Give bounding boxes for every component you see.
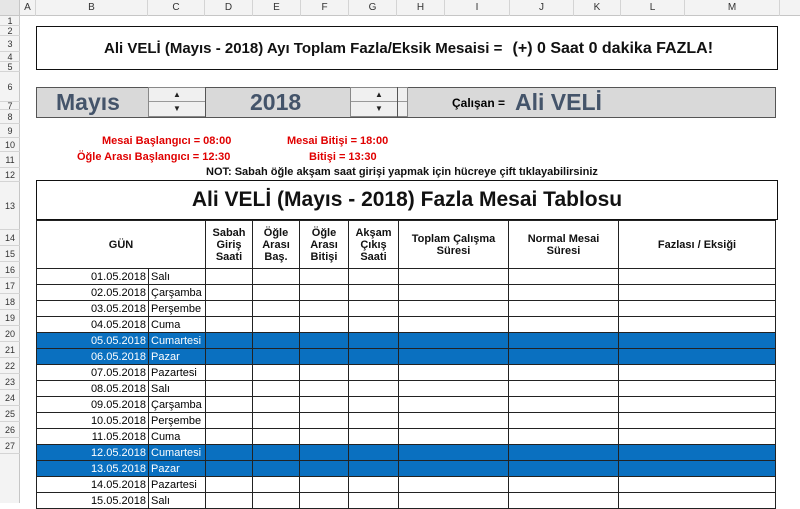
time-entry-cell[interactable] [253, 493, 300, 509]
row-header-17[interactable]: 17 [0, 278, 20, 294]
header-line: Arası [310, 238, 338, 251]
time-entry-cell[interactable] [206, 413, 253, 429]
header-line: Süresi [436, 244, 471, 257]
header-normal [509, 221, 619, 269]
time-entry-cell[interactable] [509, 301, 619, 317]
table-row [37, 493, 776, 509]
weekday-cell[interactable]: Cumartesi [149, 333, 206, 349]
time-entry-cell[interactable] [253, 301, 300, 317]
time-entry-cell[interactable] [253, 333, 300, 349]
row-header-2[interactable]: 2 [0, 26, 20, 36]
month-value[interactable]: Mayıs [56, 89, 120, 115]
time-entry-cell[interactable] [619, 397, 776, 413]
column-header-A[interactable]: A [20, 0, 36, 16]
header-line: Saati [360, 250, 387, 263]
time-entry-cell[interactable] [509, 381, 619, 397]
divider [205, 87, 206, 118]
row-header-4[interactable]: 4 [0, 52, 20, 62]
time-entry-cell[interactable] [399, 413, 509, 429]
row-header-25[interactable]: 25 [0, 406, 20, 422]
table-row [37, 429, 776, 445]
time-entry-cell[interactable] [253, 269, 300, 285]
header-line: Toplam Çalışma [411, 232, 496, 245]
column-header-K[interactable]: K [574, 0, 621, 16]
table-row [37, 269, 776, 285]
time-entry-cell[interactable] [349, 333, 399, 349]
column-header-M[interactable]: M [685, 0, 780, 16]
select-all-corner[interactable] [0, 0, 20, 16]
time-entry-cell[interactable] [619, 477, 776, 493]
table-row [37, 285, 776, 301]
year-value[interactable]: 2018 [250, 89, 302, 115]
table-row [37, 477, 776, 493]
header-line: Arası [262, 238, 290, 251]
time-entry-cell[interactable] [300, 445, 349, 461]
column-header-G[interactable]: G [349, 0, 397, 16]
time-entry-cell[interactable] [253, 317, 300, 333]
date-cell[interactable]: 15.05.2018 [37, 493, 149, 509]
time-entry-cell[interactable] [509, 365, 619, 381]
month-down-icon[interactable]: ▼ [173, 104, 181, 113]
employee-name[interactable]: Ali VELİ [515, 89, 602, 115]
row-header-19[interactable]: 19 [0, 310, 20, 326]
mesai-end: Mesai Bitişi = 18:00 [287, 135, 389, 147]
table-row [37, 349, 776, 365]
row-header-10[interactable]: 10 [0, 138, 20, 152]
employee-label: Çalışan = [452, 96, 506, 110]
time-entry-cell[interactable] [206, 381, 253, 397]
time-entry-cell[interactable] [300, 317, 349, 333]
table-row [37, 301, 776, 317]
header-line: Öğle [311, 226, 337, 239]
row-header-13[interactable]: 13 [0, 182, 20, 230]
time-entry-cell[interactable] [399, 381, 509, 397]
weekday-cell[interactable]: Cumartesi [149, 445, 206, 461]
time-entry-cell[interactable] [349, 397, 399, 413]
time-entry-cell[interactable] [206, 333, 253, 349]
time-entry-cell[interactable] [399, 349, 509, 365]
row-header-11[interactable]: 11 [0, 152, 20, 168]
time-entry-cell[interactable] [399, 493, 509, 509]
time-entry-cell[interactable] [399, 333, 509, 349]
header-line: Saati [215, 250, 243, 263]
time-entry-cell[interactable] [300, 269, 349, 285]
time-entry-cell[interactable] [619, 445, 776, 461]
time-entry-cell[interactable] [509, 285, 619, 301]
weekday-cell[interactable]: Pazar [149, 461, 206, 477]
lunch-start: Öğle Arası Başlangıcı = 12:30 [77, 151, 231, 163]
time-entry-cell[interactable] [399, 429, 509, 445]
table-title-box [36, 180, 778, 220]
date-cell[interactable]: 07.05.2018 [37, 365, 149, 381]
time-entry-cell[interactable] [619, 349, 776, 365]
time-entry-cell[interactable] [300, 285, 349, 301]
column-header-I[interactable]: I [445, 0, 510, 16]
time-entry-cell[interactable] [253, 429, 300, 445]
time-entry-cell[interactable] [399, 285, 509, 301]
table-row [37, 397, 776, 413]
date-cell[interactable]: 14.05.2018 [37, 477, 149, 493]
time-entry-cell[interactable] [399, 301, 509, 317]
time-entry-cell[interactable] [619, 333, 776, 349]
time-entry-cell[interactable] [349, 365, 399, 381]
time-entry-cell[interactable] [206, 429, 253, 445]
time-entry-cell[interactable] [399, 397, 509, 413]
header-line: Bitişi [310, 250, 338, 263]
time-entry-cell[interactable] [349, 285, 399, 301]
column-header-L[interactable]: L [621, 0, 685, 16]
row-header-23[interactable]: 23 [0, 374, 20, 390]
row-header-27[interactable]: 27 [0, 438, 20, 454]
time-entry-cell[interactable] [253, 477, 300, 493]
weekday-cell[interactable]: Perşembe [149, 301, 206, 317]
date-cell[interactable]: 05.05.2018 [37, 333, 149, 349]
year-down-icon[interactable]: ▼ [375, 104, 383, 113]
row-header-22[interactable]: 22 [0, 358, 20, 374]
time-entry-cell[interactable] [300, 477, 349, 493]
table-row [37, 461, 776, 477]
time-entry-cell[interactable] [509, 413, 619, 429]
time-entry-cell[interactable] [619, 269, 776, 285]
column-header-J[interactable]: J [510, 0, 574, 16]
time-entry-cell[interactable] [300, 381, 349, 397]
time-entry-cell[interactable] [509, 477, 619, 493]
time-entry-cell[interactable] [349, 349, 399, 365]
header-line: Süresi [546, 244, 581, 257]
time-entry-cell[interactable] [253, 397, 300, 413]
time-entry-cell[interactable] [349, 429, 399, 445]
time-entry-cell[interactable] [619, 365, 776, 381]
time-entry-cell[interactable] [253, 381, 300, 397]
row-header-14[interactable]: 14 [0, 230, 20, 246]
time-entry-cell[interactable] [399, 317, 509, 333]
header-lunch-end [300, 221, 349, 269]
time-entry-cell[interactable] [300, 397, 349, 413]
header-line: Akşam [355, 226, 392, 239]
weekday-cell[interactable]: Pazar [149, 349, 206, 365]
row-header-26[interactable]: 26 [0, 422, 20, 438]
row-header-18[interactable]: 18 [0, 294, 20, 310]
row-header-7[interactable]: 7 [0, 102, 20, 110]
time-entry-cell[interactable] [509, 445, 619, 461]
row-header-5[interactable]: 5 [0, 62, 20, 72]
weekday-cell[interactable]: Çarşamba [149, 285, 206, 301]
time-entry-cell[interactable] [509, 397, 619, 413]
time-entry-cell[interactable] [509, 317, 619, 333]
row-header-24[interactable]: 24 [0, 390, 20, 406]
time-entry-cell[interactable] [349, 317, 399, 333]
time-entry-cell[interactable] [349, 301, 399, 317]
month-spinner[interactable] [148, 87, 206, 117]
date-cell[interactable]: 03.05.2018 [37, 301, 149, 317]
time-entry-cell[interactable] [349, 413, 399, 429]
time-entry-cell[interactable] [253, 445, 300, 461]
time-entry-cell[interactable] [619, 413, 776, 429]
divider [397, 87, 398, 118]
time-entry-cell[interactable] [300, 365, 349, 381]
time-entry-cell[interactable] [253, 285, 300, 301]
date-cell[interactable]: 13.05.2018 [37, 461, 149, 477]
time-entry-cell[interactable] [206, 301, 253, 317]
time-entry-cell[interactable] [206, 445, 253, 461]
table-row [37, 445, 776, 461]
time-entry-cell[interactable] [619, 285, 776, 301]
row-header-8[interactable]: 8 [0, 110, 20, 124]
header-line: Çıkış [360, 238, 387, 251]
row-header-6[interactable]: 6 [0, 72, 20, 102]
time-entry-cell[interactable] [399, 269, 509, 285]
time-entry-cell[interactable] [509, 461, 619, 477]
time-entry-cell[interactable] [206, 285, 253, 301]
time-entry-cell[interactable] [509, 269, 619, 285]
time-entry-cell[interactable] [300, 493, 349, 509]
time-entry-cell[interactable] [300, 301, 349, 317]
time-entry-cell[interactable] [300, 413, 349, 429]
weekday-cell[interactable]: Cuma [149, 317, 206, 333]
row-header-15[interactable]: 15 [0, 246, 20, 262]
weekday-cell[interactable]: Salı [149, 381, 206, 397]
date-cell[interactable]: 09.05.2018 [37, 397, 149, 413]
column-header-F[interactable]: F [301, 0, 349, 16]
header-diff: Fazlası / Eksiği [619, 221, 776, 269]
summary-value: (+) 0 Saat 0 dakika FAZLA! [512, 40, 714, 57]
weekday-cell[interactable]: Çarşamba [149, 397, 206, 413]
time-entry-cell[interactable] [206, 477, 253, 493]
time-entry-cell[interactable] [619, 301, 776, 317]
table-row [37, 317, 776, 333]
time-entry-cell[interactable] [619, 493, 776, 509]
year-up-icon[interactable]: ▲ [351, 88, 407, 102]
date-cell[interactable]: 04.05.2018 [37, 317, 149, 333]
header-line: Öğle [263, 226, 289, 239]
time-entry-cell[interactable] [509, 333, 619, 349]
header-line: Sabah [212, 226, 246, 239]
weekday-cell[interactable]: Cuma [149, 429, 206, 445]
time-entry-cell[interactable] [509, 493, 619, 509]
note-text: NOT: Sabah öğle akşam saat girişi yapmak için hücreye çift tıklayabilirsiniz [206, 166, 598, 178]
time-entry-cell[interactable] [349, 445, 399, 461]
table-row [37, 381, 776, 397]
time-entry-cell[interactable] [509, 349, 619, 365]
overtime-table [36, 220, 776, 509]
time-entry-cell[interactable] [399, 477, 509, 493]
header-morning [206, 221, 253, 269]
header-lunch-start [253, 221, 300, 269]
time-entry-cell[interactable] [253, 365, 300, 381]
time-entry-cell[interactable] [206, 397, 253, 413]
summary-text [104, 40, 713, 58]
column-header-C[interactable]: C [148, 0, 205, 16]
row-header-16[interactable]: 16 [0, 262, 20, 278]
date-cell[interactable]: 11.05.2018 [37, 429, 149, 445]
time-entry-cell[interactable] [206, 317, 253, 333]
time-entry-cell[interactable] [349, 493, 399, 509]
mesai-start: Mesai Başlangıcı = 08:00 [102, 135, 232, 147]
weekday-cell[interactable]: Pazartesi [149, 365, 206, 381]
time-entry-cell[interactable] [206, 269, 253, 285]
time-entry-cell[interactable] [349, 381, 399, 397]
time-entry-cell[interactable] [206, 461, 253, 477]
time-entry-cell[interactable] [253, 413, 300, 429]
table-row [37, 333, 776, 349]
row-header-1[interactable]: 1 [0, 16, 20, 26]
header-total [399, 221, 509, 269]
table-row [37, 365, 776, 381]
time-entry-cell[interactable] [399, 461, 509, 477]
time-entry-cell[interactable] [349, 461, 399, 477]
time-entry-cell[interactable] [253, 461, 300, 477]
header-evening [349, 221, 399, 269]
time-entry-cell[interactable] [619, 317, 776, 333]
row-header-bar [0, 16, 20, 503]
date-cell[interactable]: 12.05.2018 [37, 445, 149, 461]
header-line: Normal Mesai [527, 232, 600, 245]
time-entry-cell[interactable] [300, 349, 349, 365]
row-header-20[interactable]: 20 [0, 326, 20, 342]
time-entry-cell[interactable] [619, 429, 776, 445]
column-header-H[interactable]: H [397, 0, 445, 16]
table-title: Ali VELİ (Mayıs - 2018) Fazla Mesai Tablosu [191, 188, 623, 211]
date-cell[interactable]: 10.05.2018 [37, 413, 149, 429]
row-header-3[interactable]: 3 [0, 36, 20, 52]
time-entry-cell[interactable] [399, 445, 509, 461]
time-entry-cell[interactable] [399, 365, 509, 381]
time-entry-cell[interactable] [300, 429, 349, 445]
column-header-bar [0, 0, 800, 16]
date-cell[interactable]: 01.05.2018 [37, 269, 149, 285]
time-entry-cell[interactable] [300, 461, 349, 477]
time-entry-cell[interactable] [349, 269, 399, 285]
row-header-21[interactable]: 21 [0, 342, 20, 358]
weekday-cell[interactable]: Perşembe [149, 413, 206, 429]
year-spinner[interactable] [350, 87, 408, 117]
month-up-icon[interactable]: ▲ [149, 88, 205, 102]
header-line: Giriş [216, 238, 242, 251]
column-header-B[interactable]: B [36, 0, 148, 16]
lunch-end: Bitişi = 13:30 [309, 151, 377, 163]
weekday-cell[interactable]: Pazartesi [149, 477, 206, 493]
header-day: GÜN [37, 221, 206, 269]
time-entry-cell[interactable] [349, 477, 399, 493]
column-header-E[interactable]: E [253, 0, 301, 16]
date-cell[interactable]: 06.05.2018 [37, 349, 149, 365]
summary-prefix: Ali VELİ (Mayıs - 2018) Ayı Toplam Fazla/Eksik Mesaisi = [104, 40, 503, 57]
date-cell[interactable]: 08.05.2018 [37, 381, 149, 397]
time-entry-cell[interactable] [619, 381, 776, 397]
time-entry-cell[interactable] [206, 365, 253, 381]
table-row [37, 413, 776, 429]
row-header-9[interactable]: 9 [0, 124, 20, 138]
time-entry-cell[interactable] [206, 349, 253, 365]
time-entry-cell[interactable] [300, 333, 349, 349]
header-line: Baş. [264, 250, 288, 263]
time-entry-cell[interactable] [206, 493, 253, 509]
time-entry-cell[interactable] [509, 429, 619, 445]
column-header-D[interactable]: D [205, 0, 253, 16]
row-header-12[interactable]: 12 [0, 168, 20, 182]
time-entry-cell[interactable] [253, 349, 300, 365]
date-cell[interactable]: 02.05.2018 [37, 285, 149, 301]
weekday-cell[interactable]: Salı [149, 269, 206, 285]
weekday-cell[interactable]: Salı [149, 493, 206, 509]
time-entry-cell[interactable] [619, 461, 776, 477]
